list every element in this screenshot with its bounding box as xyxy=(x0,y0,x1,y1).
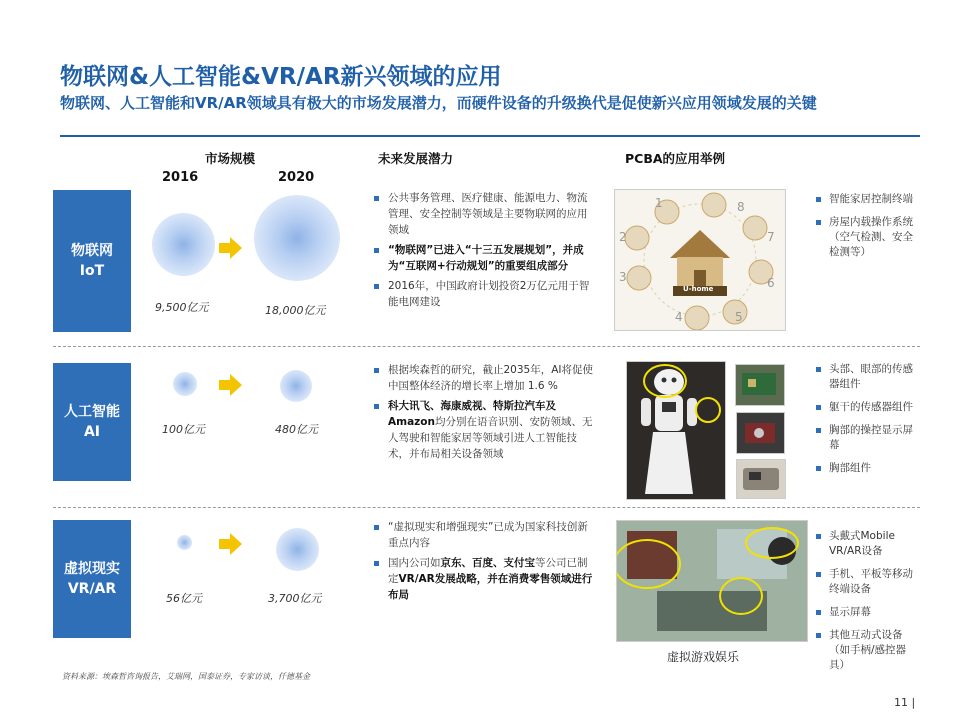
pcba-item: 头部、眼部的传感器组件 xyxy=(815,362,915,392)
growth-arrow-icon xyxy=(219,532,243,556)
uhome-label: U-home xyxy=(683,285,714,293)
market-value-2020: 3,700亿元 xyxy=(268,592,322,605)
pcba-item: 躯干的传感器组件 xyxy=(815,400,915,415)
pcba-item: 其他互动式设备（如手柄/感控器具） xyxy=(815,628,915,673)
growth-arrow-icon xyxy=(219,236,243,260)
pcba-list-vrar xyxy=(815,529,915,681)
uhome-number: 3 xyxy=(619,270,627,284)
pcba-item: 手机、平板等移动终端设备 xyxy=(815,567,915,597)
row-label-vrar-en: VR/AR xyxy=(67,581,117,597)
row-label-ai xyxy=(53,363,131,481)
row-label-iot xyxy=(53,190,131,332)
uhome-number: 2 xyxy=(619,230,627,244)
header-market-size: 市场规模 xyxy=(205,151,256,166)
market-value-2020: 480亿元 xyxy=(275,423,318,436)
market-value-2016: 100亿元 xyxy=(162,423,205,436)
market-value-2020: 18,000亿元 xyxy=(265,304,326,317)
row-label-ai-cn: 人工智能 xyxy=(64,404,120,420)
uhome-number: 1 xyxy=(655,196,663,210)
market-circle-2020 xyxy=(280,370,312,402)
potential-item-bold: 京东、百度、支付宝 xyxy=(440,557,535,569)
pcba-list-iot xyxy=(815,192,915,268)
highlight-ring xyxy=(719,577,763,615)
market-value-2016: 9,500亿元 xyxy=(155,301,209,314)
highlight-ring xyxy=(695,397,721,423)
pcba-item: 房屋内载操作系统（空气检测、安全检测等） xyxy=(815,215,915,260)
potential-item: “物联网”已进入“十三五发展规划”，并成为“互联网+行动规划”的重要组成部分 xyxy=(372,242,594,274)
potential-item xyxy=(372,398,594,462)
vr-photo-caption: 虚拟游戏娱乐 xyxy=(667,650,740,664)
uhome-number: 4 xyxy=(675,310,683,324)
row-label-vrar xyxy=(53,520,131,638)
vr-game-photo xyxy=(616,520,808,642)
potential-item-rest: 均分别在语音识别、安防领域、无人驾驶和智能家居等领域引进人工智能技术，并布局相关设备领域 xyxy=(388,416,593,460)
chest-component-photo xyxy=(736,459,786,499)
potential-list-ai xyxy=(372,362,594,466)
potential-item: 根据埃森哲的研究，截止2035年，AI将促使中国整体经济的增长率上增加 1.6 % xyxy=(372,362,594,394)
market-value-2016: 56亿元 xyxy=(166,592,202,605)
potential-item-bold: VR/AR发展战略，并在消费零售领域进行布局 xyxy=(388,573,593,601)
potential-item-pre: 国内公司如 xyxy=(388,557,441,569)
row-label-vrar-cn: 虚拟现实 xyxy=(64,561,120,577)
market-circle-2020 xyxy=(254,195,340,281)
potential-item-mid: 等公司已制定 xyxy=(388,557,588,585)
header-year-2020: 2020 xyxy=(278,170,315,185)
potential-list-vrar xyxy=(372,519,594,607)
page-title: 物联网&人工智能&VR/AR新兴领域的应用 xyxy=(60,64,502,90)
potential-item xyxy=(372,555,594,603)
pcba-item: 智能家居控制终端 xyxy=(815,192,915,207)
pcba-item: 胸部组件 xyxy=(815,461,915,476)
potential-item: 2016年，中国政府计划投资2万亿元用于智能电网建设 xyxy=(372,278,594,310)
pcba-item: 头戴式Mobile VR/AR设备 xyxy=(815,529,915,559)
uhome-number: 6 xyxy=(767,276,775,290)
page-subtitle: 物联网、人工智能和VR/AR领域具有极大的市场发展潜力，而硬件设备的升级换代是促使新兴应用领域发展的关键 xyxy=(60,94,817,112)
potential-item: “虚拟现实和增强现实”已成为国家科技创新重点内容 xyxy=(372,519,594,551)
market-circle-2016 xyxy=(173,372,197,396)
row-label-iot-cn: 物联网 xyxy=(71,243,113,259)
header-year-2016: 2016 xyxy=(162,170,199,185)
torso-sensor-photo xyxy=(736,412,785,454)
page-number: 11 | xyxy=(894,696,916,709)
potential-item: 公共事务管理、医疗健康、能源电力、物流管理、安全控制等领域是主要物联网的应用领域 xyxy=(372,190,594,238)
row-label-ai-en: AI xyxy=(83,424,101,440)
uhome-number: 8 xyxy=(737,200,745,214)
robot-photo xyxy=(626,361,726,500)
highlight-ring xyxy=(643,364,687,398)
uhome-illustration xyxy=(614,189,786,331)
uhome-number: 7 xyxy=(767,230,775,244)
uhome-number: 5 xyxy=(735,310,743,324)
row-divider xyxy=(53,507,920,508)
growth-arrow-icon xyxy=(219,373,243,397)
header-potential: 未来发展潜力 xyxy=(378,151,454,166)
potential-list-iot xyxy=(372,190,594,314)
pcba-list-ai xyxy=(815,362,915,484)
row-label-iot-en: IoT xyxy=(79,263,105,279)
source-note: 资料来源：埃森哲咨询报告，艾瑞网，国泰证券，专家访谈，仟德基金 xyxy=(62,672,310,681)
market-circle-2020 xyxy=(276,528,319,571)
sensor-board-photo xyxy=(735,364,785,406)
title-rule xyxy=(60,135,920,137)
pcba-item: 显示屏幕 xyxy=(815,605,915,620)
highlight-ring xyxy=(745,527,799,559)
pcba-item: 胸部的操控显示屏幕 xyxy=(815,423,915,453)
market-circle-2016 xyxy=(177,535,192,550)
potential-item-bold: 科大讯飞、海康威视、特斯拉汽车及Amazon xyxy=(388,400,556,428)
row-divider xyxy=(53,346,920,347)
market-circle-2016 xyxy=(152,213,215,276)
highlight-ring xyxy=(616,539,681,589)
header-pcba: PCBA的应用举例 xyxy=(625,151,726,166)
